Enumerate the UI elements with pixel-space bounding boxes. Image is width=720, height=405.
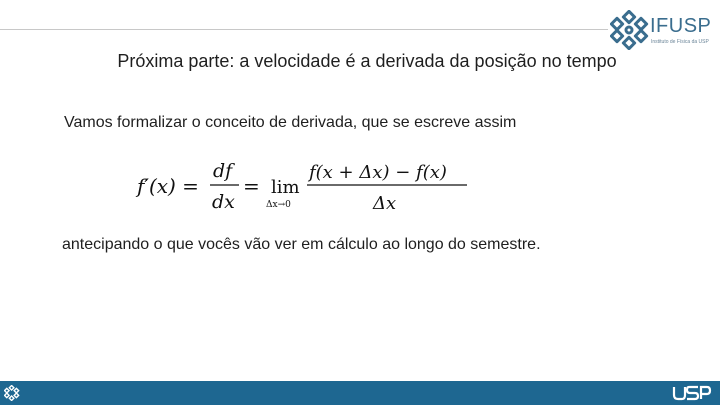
formula-frac1-num: df <box>213 160 233 182</box>
header-divider <box>0 29 608 30</box>
slide-title: Próxima parte: a velocidade é a derivada da posição no tempo <box>117 51 617 71</box>
formula-lim: lim <box>271 177 300 198</box>
intro-text: Vamos formalizar o conceito de derivada, que se escreve assim <box>64 114 517 131</box>
ifusp-snowflake-small-icon <box>4 385 20 401</box>
usp-logo-icon <box>672 384 712 402</box>
formula-lim-subscript: Δx→0 <box>266 200 291 210</box>
derivative-formula <box>135 155 475 217</box>
formula-frac1-den: dx <box>212 191 235 213</box>
formula-equals: = <box>243 174 260 198</box>
ifusp-logo <box>610 10 715 50</box>
logo-name: IFUSP <box>650 15 712 37</box>
closing-text: antecipando o que vocês vão ver em cálculo ao longo do semestre. <box>62 236 541 253</box>
formula-lhs: f′(x) = <box>137 174 199 198</box>
footer-bar <box>0 381 720 405</box>
formula-frac2-den: Δx <box>373 193 397 214</box>
formula-frac2-num: f(x + Δx) − f(x) <box>309 162 447 183</box>
ifusp-snowflake-logo-icon <box>610 10 650 50</box>
logo-subtitle: Instituto de Física da USP <box>651 39 709 45</box>
